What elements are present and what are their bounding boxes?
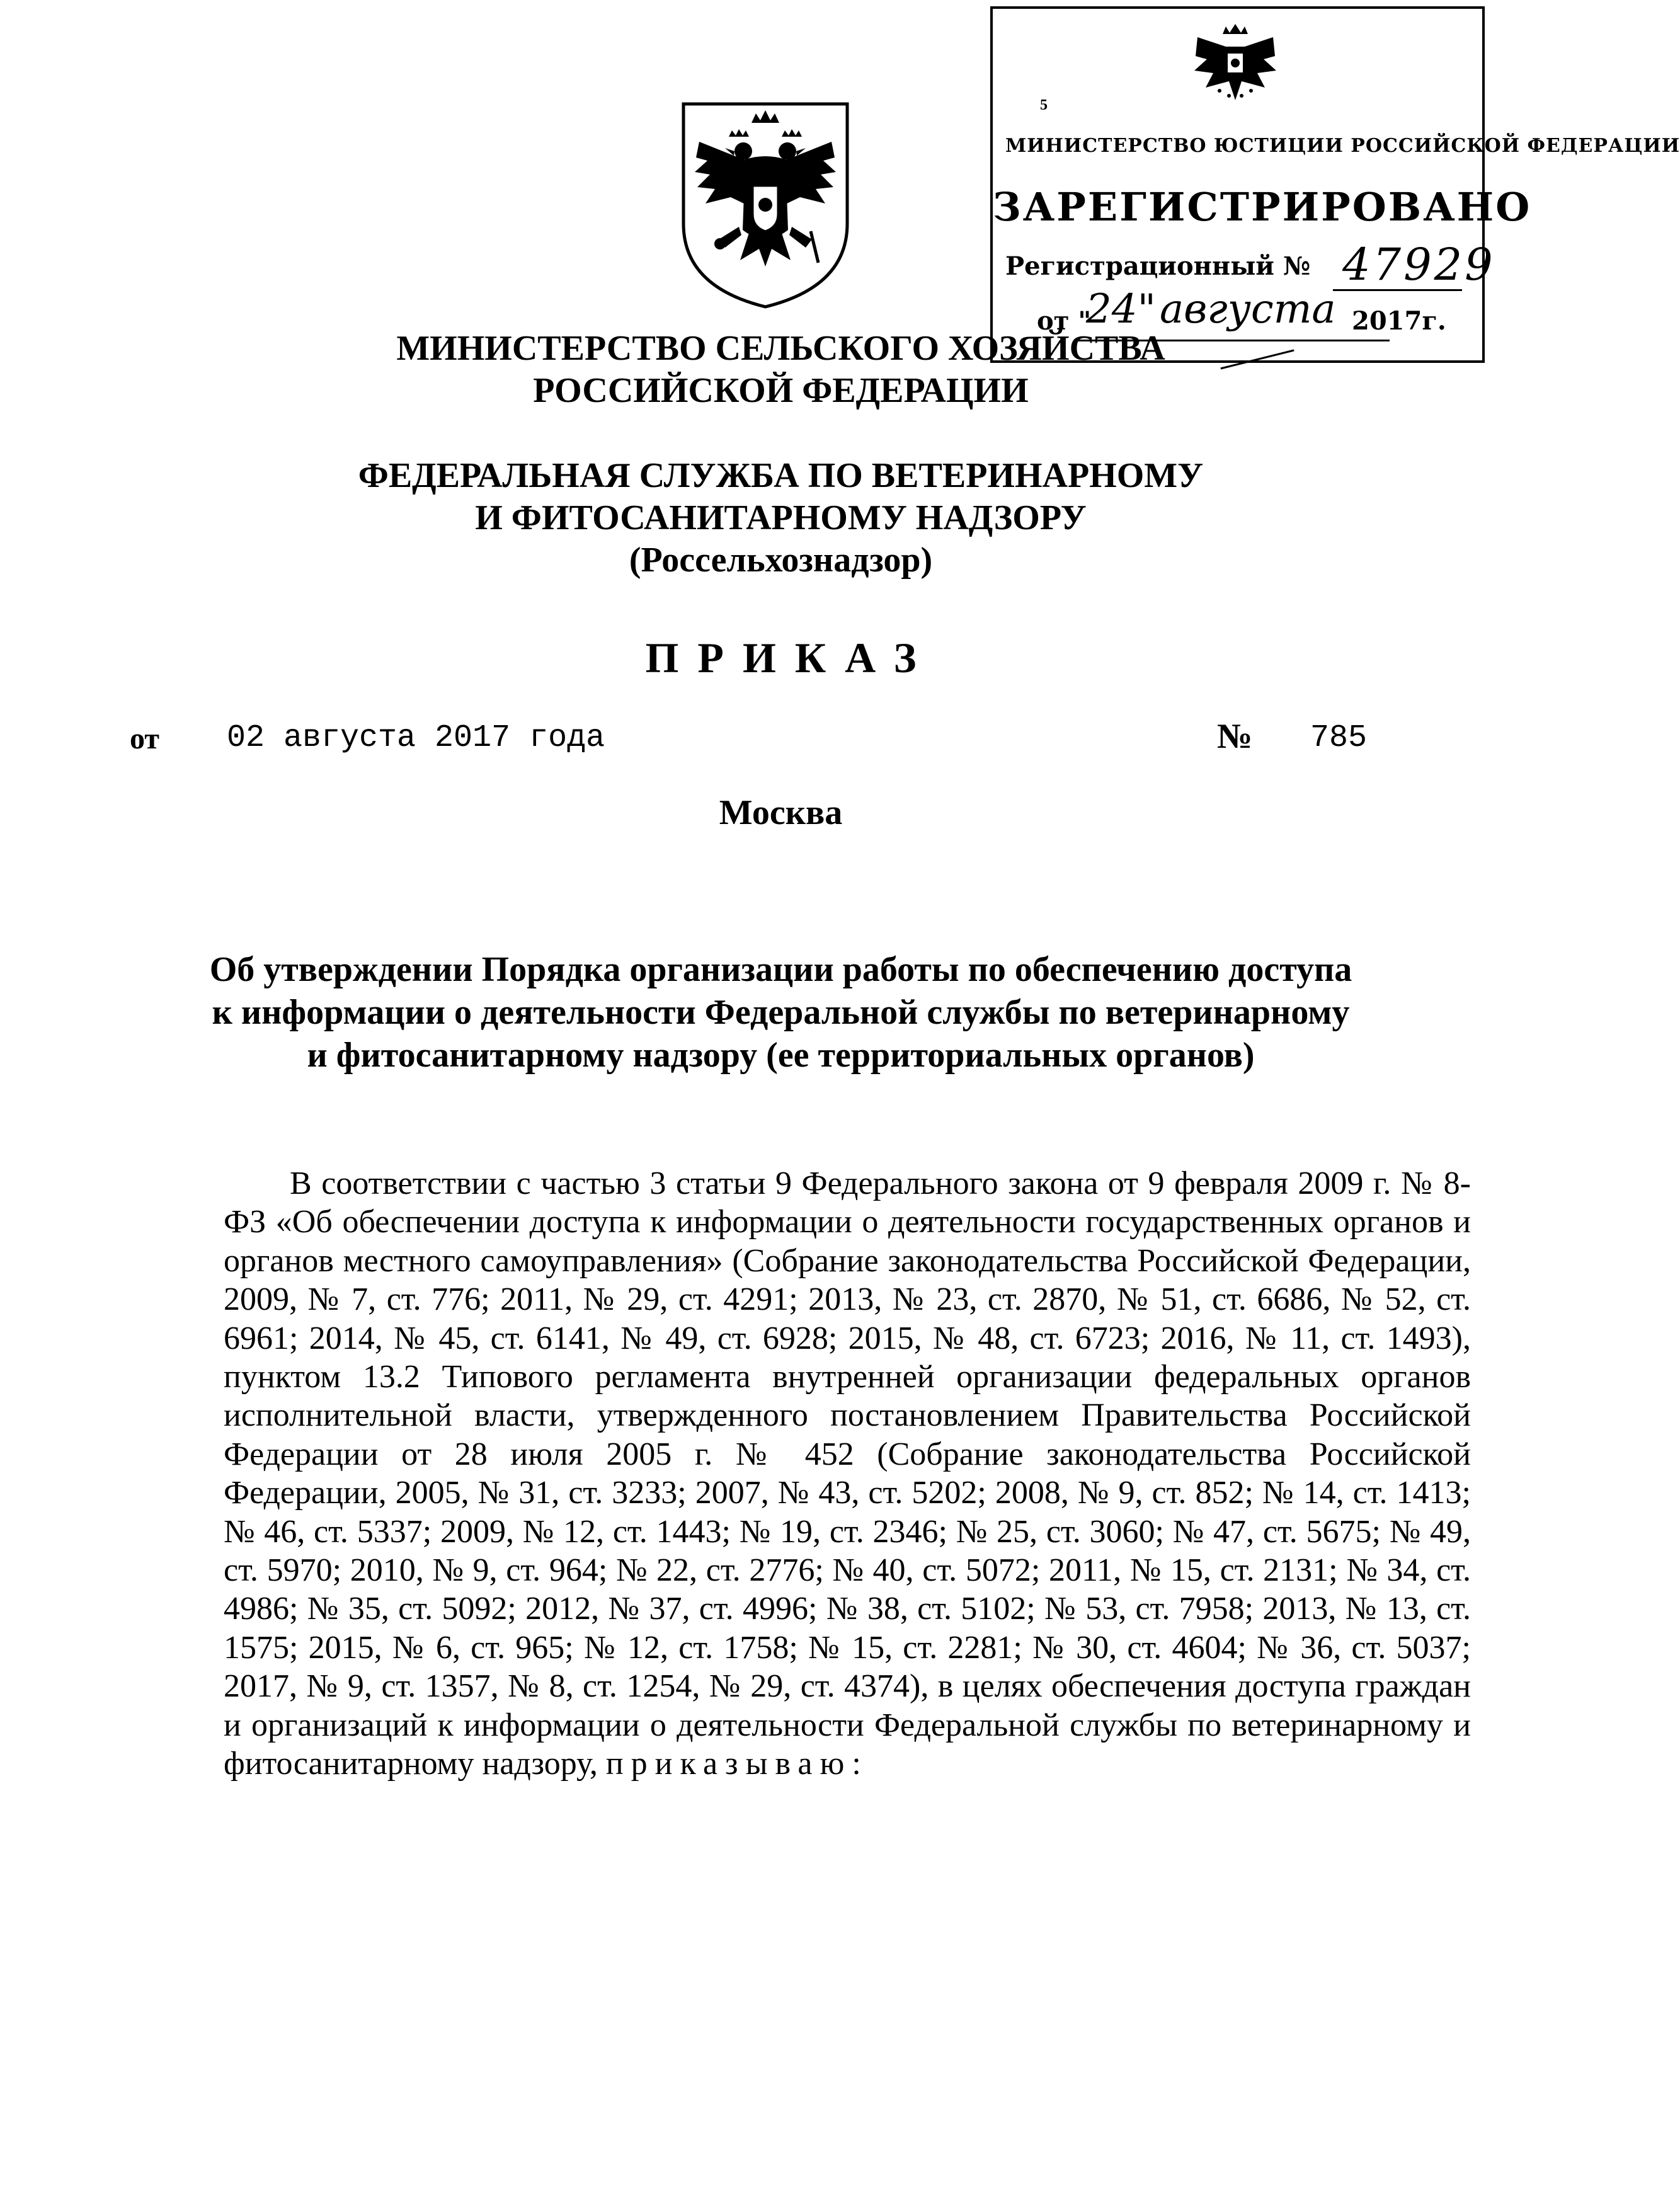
stamp-registration-number: 47929 bbox=[1342, 239, 1495, 290]
order-number: 785 bbox=[1310, 720, 1368, 756]
stamp-date-label: от " bbox=[1037, 306, 1092, 336]
stamp-number-underline bbox=[1333, 289, 1462, 291]
ministry-header bbox=[0, 328, 1562, 412]
stamp-date-day: 24" bbox=[1086, 286, 1156, 333]
stamp-date-month: августа bbox=[1160, 286, 1336, 333]
service-short-name: (Россельхознадзор) bbox=[629, 541, 933, 580]
russian-double-headed-eagle-coat-of-arms-icon bbox=[671, 98, 860, 312]
order-title: ПРИКАЗ bbox=[645, 634, 935, 682]
order-date: 02 августа 2017 года bbox=[227, 720, 605, 756]
order-date-label: от bbox=[130, 722, 159, 755]
decree-word: приказываю: bbox=[605, 1746, 869, 1782]
order-number-label: № bbox=[1217, 717, 1253, 756]
service-line-1: ФЕДЕРАЛЬНАЯ СЛУЖБА ПО ВЕТЕРИНАРНОМУ bbox=[358, 456, 1204, 495]
order-body-paragraph bbox=[224, 1164, 1471, 1783]
subject-line-2: к информации о деятельности Федеральной службы по ветеринарному bbox=[212, 993, 1350, 1032]
stamp-date-year: 2017г. bbox=[1352, 306, 1446, 336]
subject-line-3: и фитосанитарному надзору (ее территориальных органов) bbox=[307, 1036, 1255, 1075]
ministry-line-1: МИНИСТЕРСТВО СЕЛЬСКОГО ХОЗЯЙСТВА bbox=[396, 329, 1165, 368]
coat-of-arms-emblem bbox=[671, 98, 860, 312]
stamp-status: ЗАРЕГИСТРИРОВАНО bbox=[993, 184, 1532, 230]
stamp-marker: 5 bbox=[1040, 97, 1048, 113]
body-text: В соответствии с частью 3 статьи 9 Федерального закона от 9 февраля 2009 г. № 8-ФЗ «Об обеспечении доступа к информации о деятельности государственных органов и органов местного самоуправления» (Собрание законодательства Российской Федерации, 2009, № 7, ст. 776; 2011, № 29, ст. 4291; 2013, № 23, ст. 2870, № 51, ст. 6686, № 52, ст. 6961; 2014, № 45, ст. 6141, № 49, ст. 6928; 2015, № 48, ст. 6723; 2016, № 11, ст. 1493), пунктом 13.2 Типового регламента внутренней организации федеральных органов исполнительной власти, утвержденного постановлением Правительства Российской Федерации от 28 июля 2005 г. № 452 (Собрание законодательства Российской Федерации, 2005, № 31, ст. 3233; 2007, № 43, ст. 5202; 2008, № 9, ст. 852; № 14, ст. 1413; № 46, ст. 5337; 2009, № 12, ст. 1443; № 19, ст. 2346; № 25, ст. 3060; № 47, ст. 5675; № 49, ст. 5970; 2010, № 9, ст. 964; № 22, ст. 2776; № 40, ст. 5072; 2011, № 15, ст. 2131; № 34, ст. 4986; № 35, ст. 5092; 2012, № 37, ст. 4996; № 38, ст. 5102; № 53, ст. 7958; 2013, № 13, ст. 1575; 2015, № 6, ст. 965; № 12, ст. 1758; № 15, ст. 2281; № 30, ст. 4604; № 36, ст. 5037; 2017, № 9, ст. 1357, № 8, ст. 1254, № 29, ст. 4374), в целях обеспечения доступа граждан и организаций к информации о деятельности Федеральной службы по ветеринарному и фитосанитарному надзору, bbox=[224, 1165, 1471, 1782]
registration-stamp bbox=[990, 6, 1680, 363]
stamp-registration-label: Регистрационный № bbox=[1005, 251, 1311, 281]
stamp-ministry-name: МИНИСТЕРСТВО ЮСТИЦИИ РОССИЙСКОЙ ФЕДЕРАЦИИ bbox=[1005, 135, 1680, 157]
service-header bbox=[0, 455, 1562, 581]
stamp-eagle-emblem-icon bbox=[1188, 21, 1283, 110]
subject-line-1: Об утверждении Порядка организации работы по обеспечению доступа bbox=[209, 950, 1352, 989]
ministry-line-2: РОССИЙСКОЙ ФЕДЕРАЦИИ bbox=[533, 371, 1029, 410]
service-line-2: И ФИТОСАНИТАРНОМУ НАДЗОРУ bbox=[475, 498, 1087, 537]
order-subject bbox=[0, 948, 1562, 1077]
order-city: Москва bbox=[719, 793, 843, 832]
